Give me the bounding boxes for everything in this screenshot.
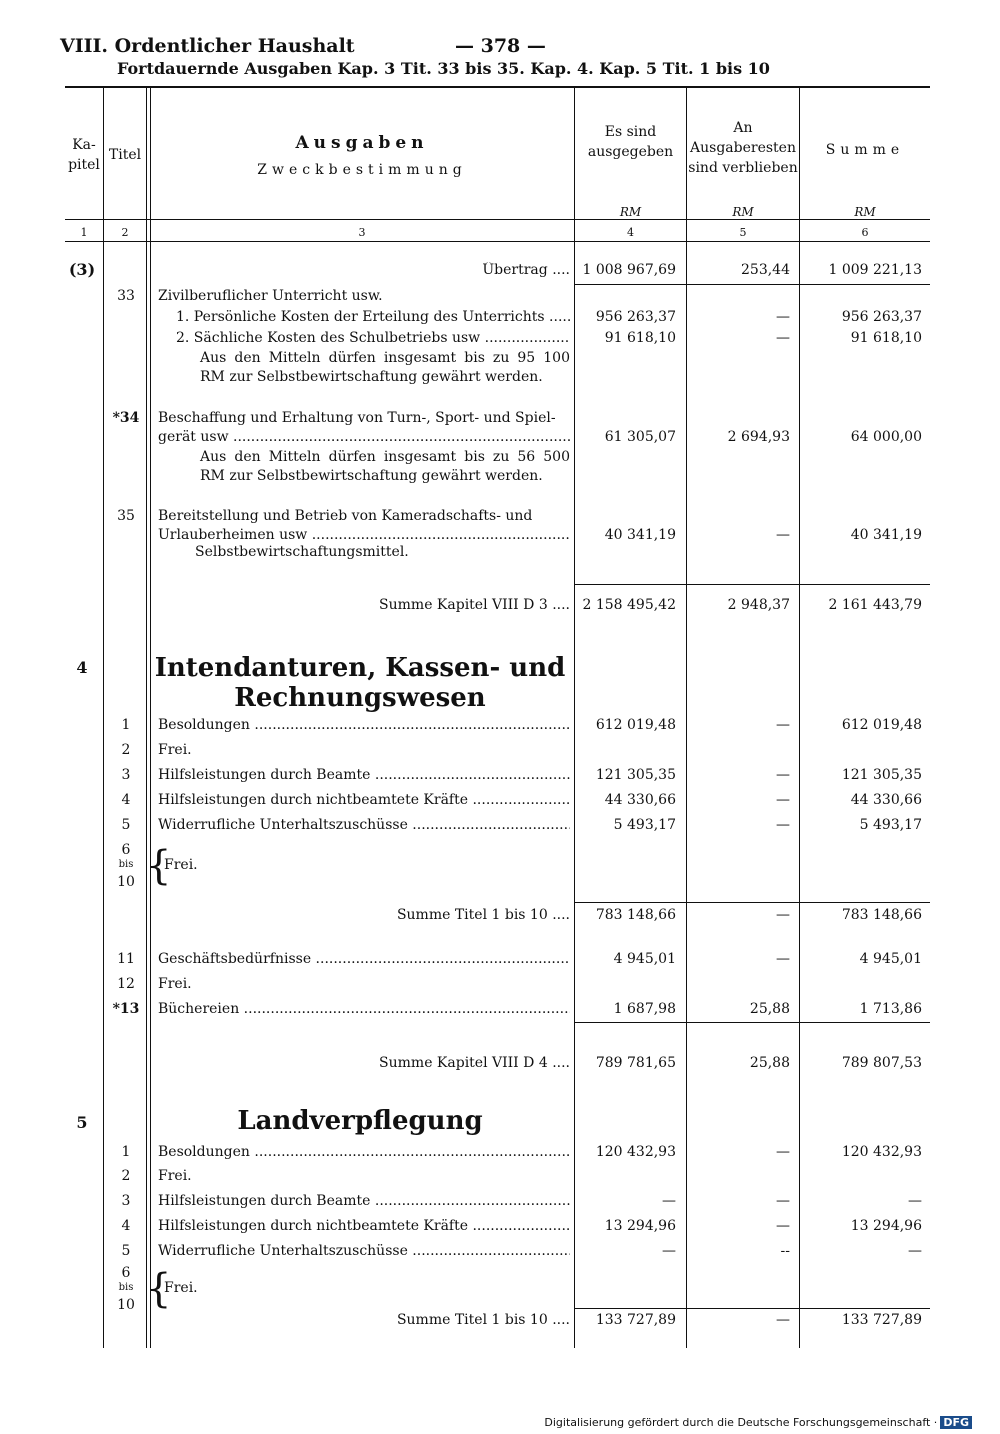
cell-ausgegeben: 120 432,93 xyxy=(595,1144,676,1160)
row-label: Frei. xyxy=(164,1280,198,1296)
table-row-k4-13 xyxy=(0,1001,1000,1023)
unit-label-4: RM xyxy=(619,205,642,219)
titel-number: 33 xyxy=(117,288,135,304)
cell-ausgegeben: 783 148,66 xyxy=(595,907,676,923)
table-row-k5-1 xyxy=(0,1144,1000,1166)
kapitel-number: 5 xyxy=(76,1113,88,1132)
sum-rule xyxy=(575,1308,930,1309)
kapitel-number: (3) xyxy=(68,260,96,279)
col-number-4: 4 xyxy=(627,226,634,239)
brace-glyph: { xyxy=(146,843,172,889)
row-label: Büchereien ..... xyxy=(158,1001,570,1017)
cell-reste: 25,88 xyxy=(749,1001,790,1017)
row-label: Hilfsleistungen durch nichtbeamtete Kräfte ..... xyxy=(158,792,570,808)
cell-ausgegeben: 44 330,66 xyxy=(604,792,676,808)
titel-number-end: 10 xyxy=(117,874,135,890)
row-label: Zivilberuflicher Unterricht usw. xyxy=(158,288,383,304)
table-row-k4-1 xyxy=(0,717,1000,739)
row-label: 1. Persönliche Kosten der Erteilung des Unterrichts ..... xyxy=(176,309,570,325)
col-header-kapitel: Ka- pitel xyxy=(68,137,100,173)
table-row-k5-3 xyxy=(0,1193,1000,1215)
table-row-k4-5 xyxy=(0,817,1000,839)
col-number-1: 1 xyxy=(80,226,88,239)
row-label: gerät usw ..... xyxy=(158,429,570,445)
budget-note: Aus den Mitteln dürfen insgesamt bis zu 95 100 RM zur Selbstbewirtschaftung gewährt werden. xyxy=(200,350,570,385)
header-divider xyxy=(65,219,930,220)
cell-summe: 13 294,96 xyxy=(850,1218,922,1234)
cell-summe: 40 341,19 xyxy=(850,527,922,543)
cell-ausgegeben: 91 618,10 xyxy=(604,330,676,346)
col-number-6: 6 xyxy=(861,226,869,239)
titel-number-bis: bis xyxy=(118,1282,134,1293)
cell-summe: 64 000,00 xyxy=(850,429,922,445)
row-label: Frei. xyxy=(158,1168,192,1184)
unit-label-5: RM xyxy=(732,205,754,219)
cell-reste: — xyxy=(776,527,790,543)
cell-summe: 120 432,93 xyxy=(841,1144,922,1160)
row-label: Besoldungen ..... xyxy=(158,1144,570,1160)
table-row-k5-2 xyxy=(0,1168,1000,1190)
titel-number: 4 xyxy=(121,792,131,808)
table-row-k4-12 xyxy=(0,976,1000,998)
row-label: Urlauberheimen usw ..... xyxy=(158,527,570,543)
titel-number: 35 xyxy=(117,508,135,524)
table-row-k5-6-10 xyxy=(0,1265,1000,1317)
row-label: Hilfsleistungen durch Beamte ..... xyxy=(158,1193,570,1209)
titel-number: 11 xyxy=(117,951,135,967)
cell-reste: — xyxy=(776,817,790,833)
cell-reste: — xyxy=(776,907,790,923)
row-label: Widerrufliche Unterhaltszuschüsse ..... xyxy=(158,1243,570,1259)
titel-number: 1 xyxy=(121,717,131,733)
cell-ausgegeben: 121 305,35 xyxy=(595,767,676,783)
cell-ausgegeben: 612 019,48 xyxy=(595,717,676,733)
table-row-k4-summe-titel xyxy=(0,907,1000,929)
row-label: Geschäftsbedürfnisse ..... xyxy=(158,951,570,967)
unit-label-6: RM xyxy=(854,205,876,219)
row-label: Summe Titel 1 bis 10 .... xyxy=(396,1312,570,1328)
col-number-5: 5 xyxy=(739,226,747,239)
titel-number-bis: bis xyxy=(118,859,134,870)
cell-reste: 25,88 xyxy=(749,1055,790,1071)
row-label: Frei. xyxy=(164,857,198,873)
row-label: Summe Kapitel VIII D 3 .... xyxy=(379,597,570,613)
row-label: 2. Sächliche Kosten des Schulbetriebs usw ..... xyxy=(176,330,570,346)
section-title: Intendanturen, Kassen- und xyxy=(154,653,566,683)
titel-number: 12 xyxy=(117,976,135,992)
cell-summe: — xyxy=(908,1193,922,1209)
row-label: Übertrag .... xyxy=(482,262,570,278)
table-row-titel-33-1 xyxy=(0,309,1000,331)
titel-number: 3 xyxy=(121,1193,131,1209)
table-row-titel-33 xyxy=(0,288,1000,310)
cell-summe: 4 945,01 xyxy=(859,951,922,967)
table-row-titel-35-note xyxy=(0,544,1000,566)
titel-number: 1 xyxy=(121,1144,131,1160)
table-row-k5-summe-titel xyxy=(0,1312,1000,1334)
cell-ausgegeben: 40 341,19 xyxy=(604,527,676,543)
col-header-ausgegeben: Es sind ausgegeben xyxy=(587,124,674,160)
cell-summe: 133 727,89 xyxy=(841,1312,922,1328)
table-row-uebertrag xyxy=(0,262,1000,284)
col-number-2: 2 xyxy=(121,226,129,239)
cell-summe: 612 019,48 xyxy=(841,717,922,733)
page-number: — 378 — xyxy=(455,35,546,57)
col-header-ausgaben: Ausgaben xyxy=(295,133,429,153)
cell-reste: — xyxy=(776,717,790,733)
titel-number-end: 10 xyxy=(117,1297,135,1313)
digitization-credit xyxy=(544,1416,972,1429)
cell-summe: 5 493,17 xyxy=(859,817,922,833)
cell-reste: — xyxy=(776,792,790,808)
cell-reste: — xyxy=(776,767,790,783)
titel-number: 4 xyxy=(121,1218,131,1234)
table-top-rule xyxy=(65,86,930,88)
titel-number: 5 xyxy=(121,817,131,833)
cell-reste: — xyxy=(776,1312,790,1328)
cell-reste: — xyxy=(776,309,790,325)
cell-ausgegeben: — xyxy=(662,1243,676,1259)
table-row-k5-4 xyxy=(0,1218,1000,1240)
column-number-divider xyxy=(65,241,930,242)
row-label: Frei. xyxy=(158,742,192,758)
titel-number: *13 xyxy=(112,1001,140,1017)
cell-ausgegeben: 61 305,07 xyxy=(604,429,676,445)
cell-ausgegeben: 789 781,65 xyxy=(595,1055,676,1071)
table-row-k4-6-10 xyxy=(0,842,1000,894)
row-label: Beschaffung und Erhaltung von Turn-, Sport- und Spiel- xyxy=(158,410,556,426)
sum-rule xyxy=(575,584,930,585)
table-row-summe-d4 xyxy=(0,1055,1000,1077)
row-label: Widerrufliche Unterhaltszuschüsse ..... xyxy=(158,817,570,833)
cell-ausgegeben: 13 294,96 xyxy=(604,1218,676,1234)
titel-number: 2 xyxy=(121,742,131,758)
cell-reste: 253,44 xyxy=(741,262,790,278)
cell-reste: — xyxy=(776,1144,790,1160)
page-header-subtitle: Fortdauernde Ausgaben Kap. 3 Tit. 33 bis 35. Kap. 4. Kap. 5 Tit. 1 bis 10 xyxy=(117,59,770,78)
section-title: Landverpflegung xyxy=(237,1106,483,1136)
cell-summe: 789 807,53 xyxy=(841,1055,922,1071)
table-row-k4-2 xyxy=(0,742,1000,764)
cell-ausgegeben: — xyxy=(662,1193,676,1209)
titel-number: 2 xyxy=(121,1168,131,1184)
row-label: Frei. xyxy=(158,976,192,992)
row-label: Summe Titel 1 bis 10 .... xyxy=(396,907,570,923)
titel-number: 6 xyxy=(121,1265,131,1281)
cell-reste: 2 694,93 xyxy=(727,429,790,445)
kapitel-number: 4 xyxy=(76,658,88,677)
cell-reste: — xyxy=(776,951,790,967)
table-row-summe-d3 xyxy=(0,597,1000,619)
cell-ausgegeben: 1 687,98 xyxy=(613,1001,676,1017)
row-label: Selbstbewirtschaftungsmittel. xyxy=(195,544,409,560)
budget-note: Aus den Mitteln dürfen insgesamt bis zu 56 500 RM zur Selbstbewirtschaftung gewährt werden. xyxy=(200,449,570,484)
credit-text: Digitalisierung gefördert durch die Deutsche Forschungsgemeinschaft · xyxy=(544,1416,938,1429)
cell-ausgegeben: 2 158 495,42 xyxy=(582,597,676,613)
cell-reste: 2 948,37 xyxy=(727,597,790,613)
col-header-titel: Titel xyxy=(108,147,142,163)
row-label: Hilfsleistungen durch nichtbeamtete Kräfte ..... xyxy=(158,1218,570,1234)
sum-rule xyxy=(575,284,930,285)
cell-summe: 121 305,35 xyxy=(841,767,922,783)
titel-number: *34 xyxy=(112,410,140,426)
cell-summe: 1 713,86 xyxy=(859,1001,922,1017)
cell-summe: 91 618,10 xyxy=(850,330,922,346)
table-row-k4-3 xyxy=(0,767,1000,789)
cell-summe: 783 148,66 xyxy=(841,907,922,923)
cell-ausgegeben: 1 008 967,69 xyxy=(582,262,676,278)
cell-summe: 2 161 443,79 xyxy=(828,597,922,613)
row-label: Hilfsleistungen durch Beamte ..... xyxy=(158,767,570,783)
sum-rule xyxy=(575,1022,930,1023)
col-header-zweck: Zweckbestimmung xyxy=(257,162,467,178)
cell-reste: -- xyxy=(780,1243,790,1259)
dfg-logo: DFG xyxy=(940,1416,972,1429)
brace-glyph: { xyxy=(146,1266,172,1312)
cell-reste: — xyxy=(776,1193,790,1209)
row-label: Besoldungen ..... xyxy=(158,717,570,733)
cell-summe: — xyxy=(908,1243,922,1259)
row-label: Summe Kapitel VIII D 4 .... xyxy=(379,1055,570,1071)
cell-summe: 44 330,66 xyxy=(850,792,922,808)
page-header-title: VIII. Ordentlicher Haushalt xyxy=(60,35,355,57)
titel-number: 3 xyxy=(121,767,131,783)
section-title-cont: Rechnungswesen xyxy=(234,683,486,713)
col-header-summe: Summe xyxy=(825,142,905,158)
table-row-k4-11 xyxy=(0,951,1000,973)
cell-ausgegeben: 956 263,37 xyxy=(595,309,676,325)
cell-summe: 1 009 221,13 xyxy=(828,262,922,278)
cell-summe: 956 263,37 xyxy=(841,309,922,325)
table-row-k4-4 xyxy=(0,792,1000,814)
sum-rule xyxy=(575,902,930,903)
col-header-reste: An Ausgaberesten sind verblieben xyxy=(688,120,798,176)
cell-ausgegeben: 4 945,01 xyxy=(613,951,676,967)
cell-reste: — xyxy=(776,330,790,346)
col-number-3: 3 xyxy=(358,226,366,239)
titel-number: 6 xyxy=(121,842,131,858)
row-label: Bereitstellung und Betrieb von Kameradschafts- und xyxy=(158,508,533,524)
table-row-k5-5 xyxy=(0,1243,1000,1265)
titel-number: 5 xyxy=(121,1243,131,1259)
cell-ausgegeben: 133 727,89 xyxy=(595,1312,676,1328)
cell-reste: — xyxy=(776,1218,790,1234)
cell-ausgegeben: 5 493,17 xyxy=(613,817,676,833)
